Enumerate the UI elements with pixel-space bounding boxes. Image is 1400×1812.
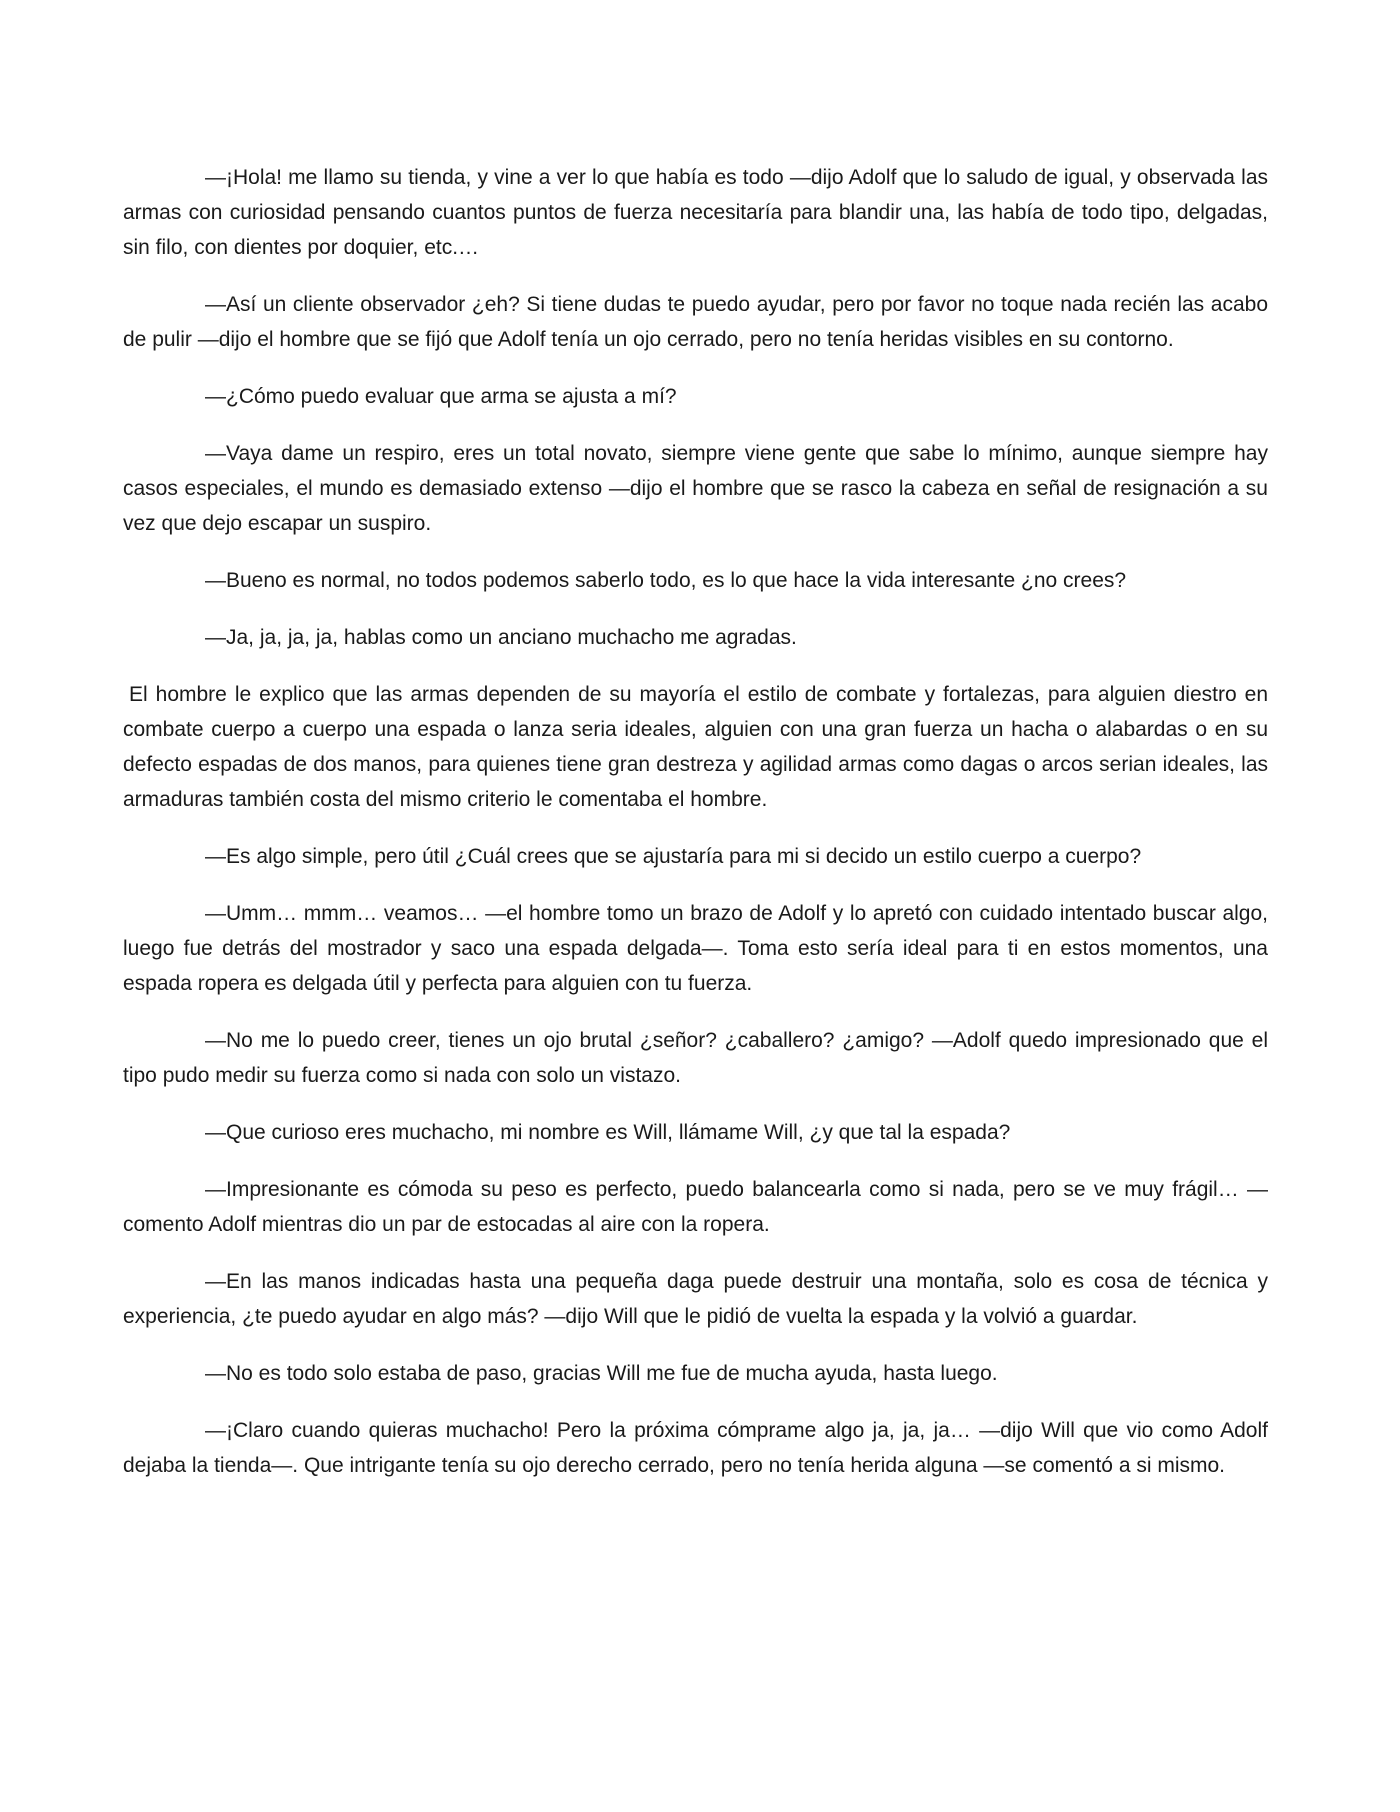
paragraph-13: —En las manos indicadas hasta una pequeña daga puede destruir una montaña, solo es cosa de técnica y experiencia, ¿te puedo ayudar en algo más? —dijo Will que le pidió de vuelta la espada y la volvió a guardar. bbox=[123, 1270, 1268, 1328]
paragraph-6: —Ja, ja, ja, ja, hablas como un anciano muchacho me agradas. bbox=[205, 626, 797, 649]
paragraph-10: —No me lo puedo creer, tienes un ojo brutal ¿señor? ¿caballero? ¿amigo? —Adolf quedo impresionado que el tipo pudo medir su fuerza como si nada con solo un vistazo. bbox=[123, 1029, 1268, 1087]
paragraph-7: El hombre le explico que las armas dependen de su mayoría el estilo de combate y fortalezas, para alguien diestro en combate cuerpo a cuerpo una espada o lanza seria ideales, alguien con una gran fuerza un hacha o alabardas o en su defecto espadas de dos manos, para quienes tiene gran destreza y agilidad armas como dagas o arcos serian ideales, las armaduras también costa del mismo criterio le comentaba el hombre. bbox=[123, 683, 1268, 811]
paragraph-15: —¡Claro cuando quieras muchacho! Pero la próxima cómprame algo ja, ja, ja… —dijo Will que vio como Adolf dejaba la tienda—. Que intrigante tenía su ojo derecho cerrado, pero no tenía herida alguna —se comentó a si mismo. bbox=[123, 1419, 1268, 1477]
paragraph-8: —Es algo simple, pero útil ¿Cuál crees que se ajustaría para mi si decido un estilo cuerpo a cuerpo? bbox=[205, 845, 1142, 868]
document-body bbox=[123, 160, 1268, 1483]
paragraph-12: —Impresionante es cómoda su peso es perfecto, puedo balancearla como si nada, pero se ve muy frágil… —comento Adolf mientras dio un par de estocadas al aire con la ropera. bbox=[123, 1178, 1268, 1236]
paragraph-11: —Que curioso eres muchacho, mi nombre es Will, llámame Will, ¿y que tal la espada? bbox=[205, 1121, 1011, 1144]
paragraph-1: —¡Hola! me llamo su tienda, y vine a ver lo que había es todo —dijo Adolf que lo saludo de igual, y observada las armas con curiosidad pensando cuantos puntos de fuerza necesitaría para blandir una, las había de todo tipo, delgadas, sin filo, con dientes por doquier, etc.… bbox=[123, 166, 1268, 259]
paragraph-2: —Así un cliente observador ¿eh? Si tiene dudas te puedo ayudar, pero por favor no toque nada recién las acabo de pulir —dijo el hombre que se fijó que Adolf tenía un ojo cerrado, pero no tenía heridas visibles en su contorno. bbox=[123, 293, 1268, 351]
paragraph-9: —Umm… mmm… veamos… —el hombre tomo un brazo de Adolf y lo apretó con cuidado intentado buscar algo, luego fue detrás del mostrador y saco una espada delgada—. Toma esto sería ideal para ti en estos momentos, una espada ropera es delgada útil y perfecta para alguien con tu fuerza. bbox=[123, 902, 1268, 995]
paragraph-3: —¿Cómo puedo evaluar que arma se ajusta a mí? bbox=[205, 385, 677, 408]
paragraph-5: —Bueno es normal, no todos podemos saberlo todo, es lo que hace la vida interesante ¿no crees? bbox=[205, 569, 1127, 592]
paragraph-14: —No es todo solo estaba de paso, gracias Will me fue de mucha ayuda, hasta luego. bbox=[205, 1362, 998, 1385]
paragraph-4: —Vaya dame un respiro, eres un total novato, siempre viene gente que sabe lo mínimo, aunque siempre hay casos especiales, el mundo es demasiado extenso —dijo el hombre que se rasco la cabeza en señal de resignación a su vez que dejo escapar un suspiro. bbox=[123, 442, 1268, 535]
